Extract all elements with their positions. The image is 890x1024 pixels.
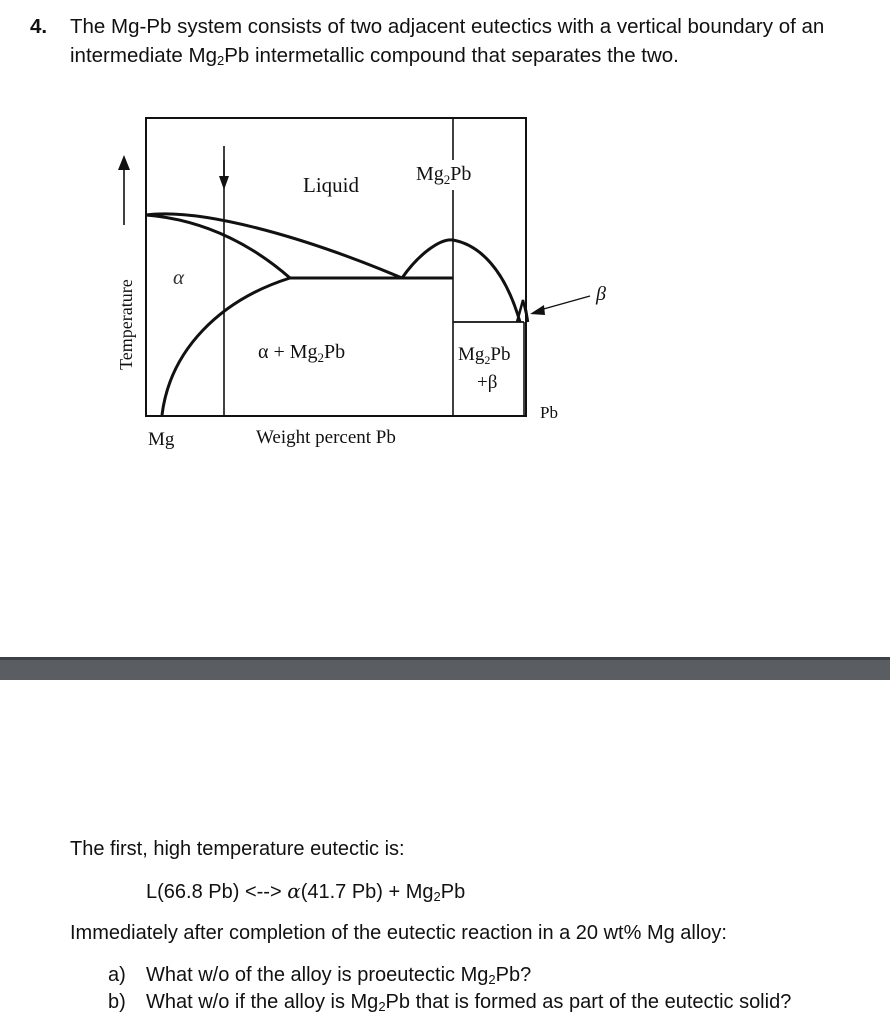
immediately-text: Immediately after completion of the eutectic reaction in a 20 wt% Mg alloy:: [70, 922, 727, 944]
liquidus-mg2pb-left: [402, 240, 453, 278]
label-mg2pb-beta-1: $Mg_2Pb$: [458, 344, 511, 367]
intro-text: The first, high temperature eutectic is:: [70, 838, 405, 860]
beta-pointer-head: [530, 305, 545, 315]
beta-pointer-line: [540, 296, 590, 310]
liquidus-left: [146, 214, 402, 278]
label-beta: β: [596, 283, 606, 305]
question-number: 4.: [30, 15, 48, 38]
list-item-a: a) What w/o of the alloy is proeutectic $Mg_2Pb$?: [108, 964, 532, 987]
label-mg: Mg: [148, 429, 175, 450]
solidus-left: [146, 215, 290, 278]
label-liquid: Liquid: [303, 173, 359, 197]
label-pb: Pb: [540, 403, 558, 422]
label-alpha-mg2pb: $\alpha + Mg_2Pb$: [258, 341, 346, 365]
label-xaxis: Weight percent Pb: [256, 427, 396, 448]
reaction-text: L(66.8 Pb) <--> α(41.7 $Pb) + Mg_2Pb$: [146, 879, 466, 904]
composition-arrow-head: [219, 176, 229, 190]
label-yaxis: Temperature: [116, 279, 136, 370]
question-line-1: The Mg-Pb system consists of two adjacent eutectics with a vertical boundary of an: [70, 15, 825, 38]
question-line-2: intermediate $Mg_2Pb$ intermetallic compound that separates the two.: [70, 44, 679, 68]
liquidus-mg2pb-right: [453, 240, 520, 322]
label-mg2pb-top: $Mg_2Pb$: [416, 163, 472, 187]
list-item-b: b) What w/o if the alloy is $Mg_2Pb$ that is formed as part of the eutectic solid?: [108, 991, 792, 1014]
page-divider: [0, 657, 890, 680]
yaxis-arrow-head: [118, 155, 130, 170]
label-alpha: α: [173, 265, 185, 289]
label-mg2pb-beta-2: +β: [477, 372, 498, 393]
